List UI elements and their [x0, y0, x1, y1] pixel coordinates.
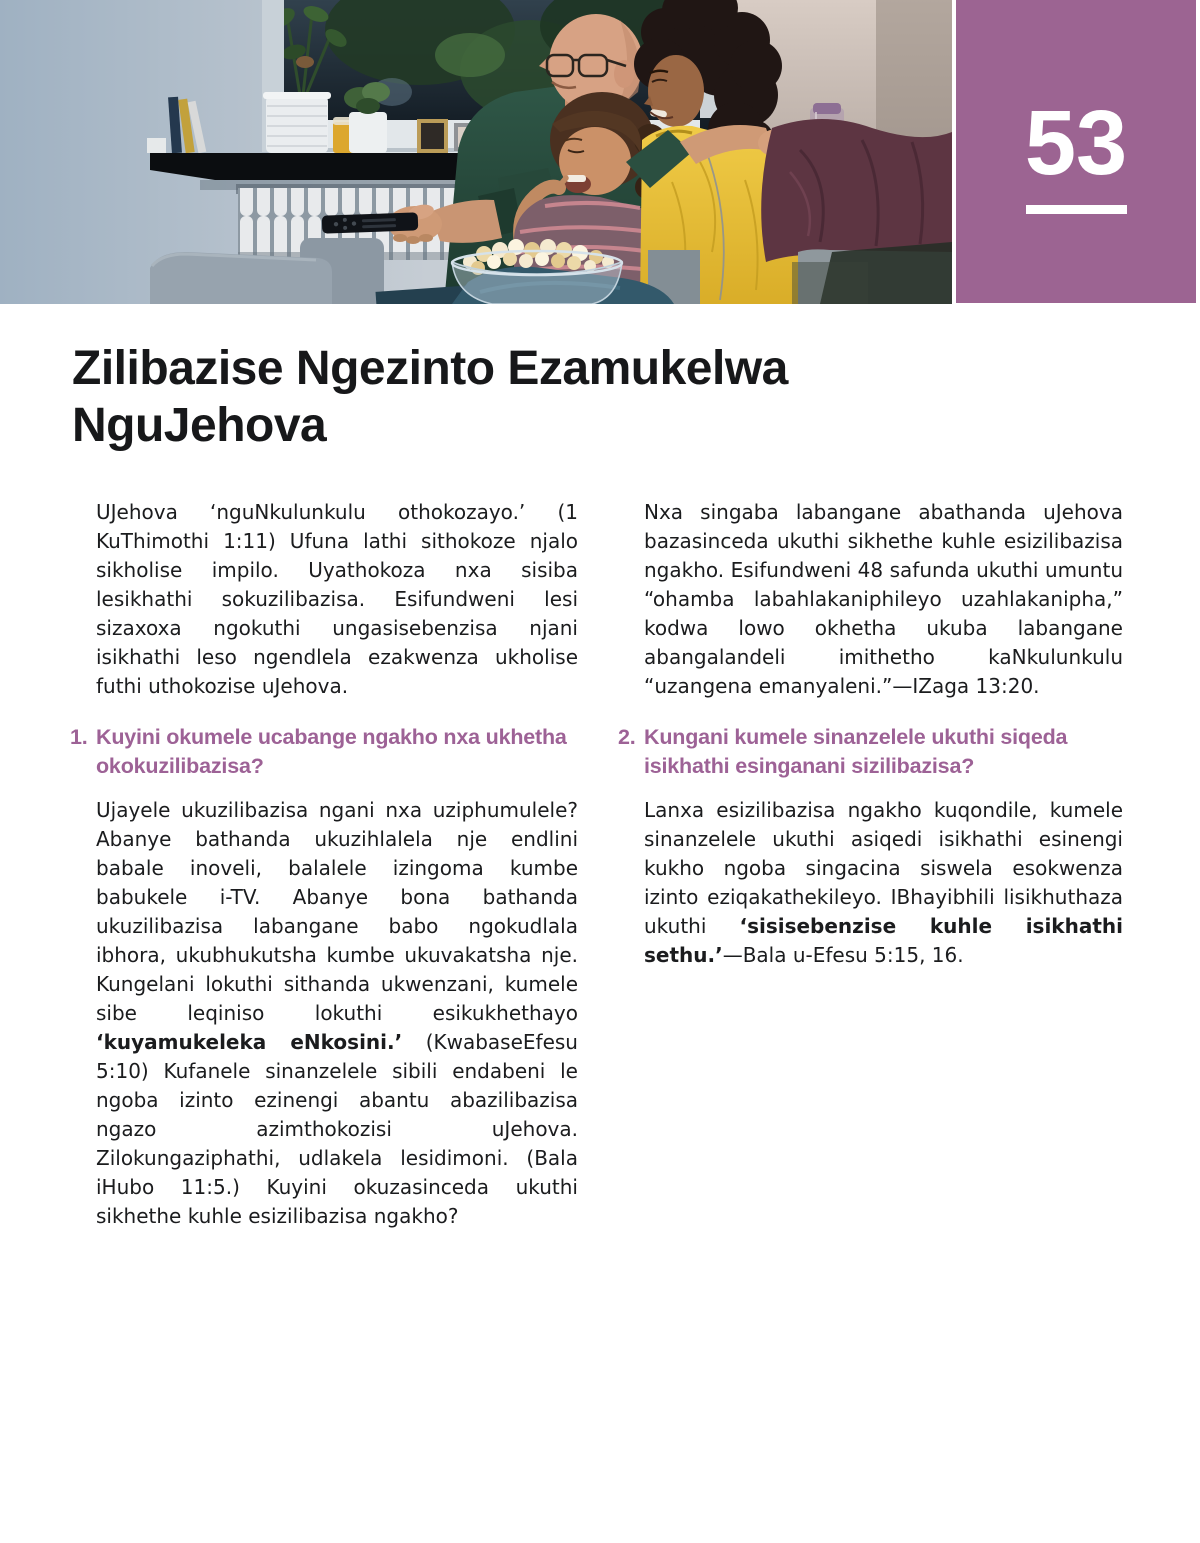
- lesson-number-badge: [956, 0, 1196, 303]
- family-watching-tv-photo: [0, 0, 952, 304]
- lesson-number: 53: [1024, 92, 1128, 194]
- question-heading: [70, 723, 578, 781]
- page-title: Zilibazise Ngezinto Ezamukelwa NguJehova: [72, 342, 788, 452]
- text-run: UJehova ‘nguNkulunkulu othokozayo.’ (1 KuThimothi 1:11) Ufuna lathi sithokoze njalo sikholise impilo. Uyathokoza nxa sisiba lesikhathi sokuzilibazisa. Esifundweni lesi sizaxoxa ngokuthi ungasisebenzisa njani isikhathi leso ngendlela ezakwenza ukholise futhi uthokozise uJehova.: [96, 500, 578, 698]
- tv-remote: [322, 212, 419, 233]
- text-run: Ujayele ukuzilibazisa ngani nxa uziphumulele? Abanye bathanda ukuzihlalela nje endlini babale inoveli, balalele izingoma kumbe babukele i-TV. Abanye bona bathanda ukuzilibazisa labangane babo ngokudlala ibhora, ukubhukutsha kumbe ukuvakatsha nje. Kungelani lokuthi sithanda ukwenzani, kumele sibe leqiniso lokuthi esikukhethayo: [96, 798, 578, 1025]
- column-right: [618, 498, 1123, 970]
- bold-run: ‘sisisebenzise kuhle isikhathi sethu.’: [644, 914, 1123, 967]
- text-run: Lanxa esizilibazisa ngakho kuqondile, kumele sinanzelele ukuthi asiqedi isikhathi esinengi kukho ngoba singacina siswela esokwenza izinto eziqakathekileyo. IBhayibhili lisikhuthaza ukuthi: [644, 798, 1123, 938]
- bold-run: ‘kuyamukeleka eNkosini.’: [96, 1030, 403, 1054]
- question-text: Kuyini okumele ucabange ngakho nxa ukhetha okokuzilibazisa?: [96, 725, 567, 778]
- text-run: (KwabaseEfesu 5:10) Kufanele sinanzelele sibili endabeni le ngoba izinto ezinengi abantu abazilibazisa ngazo azimthokozisi uJehova. Zilokungaziphathi, udlakela lesidimoni. (Bala iHubo 11:5.) Kuyini okuzasinceda ukuthi sikhethe kuhle esizilibazisa ngakho?: [96, 1030, 578, 1228]
- text-run: —Bala u-Efesu 5:15, 16.: [722, 943, 964, 967]
- question-number: 2.: [618, 725, 636, 749]
- question-heading: [618, 723, 1123, 781]
- body-paragraph: [96, 796, 578, 1231]
- text-run: Nxa singaba labangane abathanda uJehova bazasinceda ukuthi sikhethe kuhle esizilibazisa ngakho. Esifundweni 48 safunda ukuthi umuntu “ohamba labahlakaniphileyo uzahlakanipha,” kodwa lowo okhetha ukuba labangane abangalandeli imithetho kaNkulunkulu “uzangena emanyaleni.”—IZaga 13:20.: [644, 500, 1123, 698]
- shadow-blend: [792, 262, 868, 304]
- column-left: [70, 498, 578, 1231]
- hero: [0, 0, 1200, 305]
- lesson-number-underline: [1026, 205, 1127, 214]
- blanket: [761, 119, 952, 265]
- body-paragraph: [96, 498, 578, 701]
- body-paragraph: [644, 796, 1123, 970]
- body-paragraph: [644, 498, 1123, 701]
- question-text: Kungani kumele sinanzelele ukuthi siqeda isikhathi esinganani sizilibazisa?: [644, 725, 1068, 778]
- question-number: 1.: [70, 725, 88, 749]
